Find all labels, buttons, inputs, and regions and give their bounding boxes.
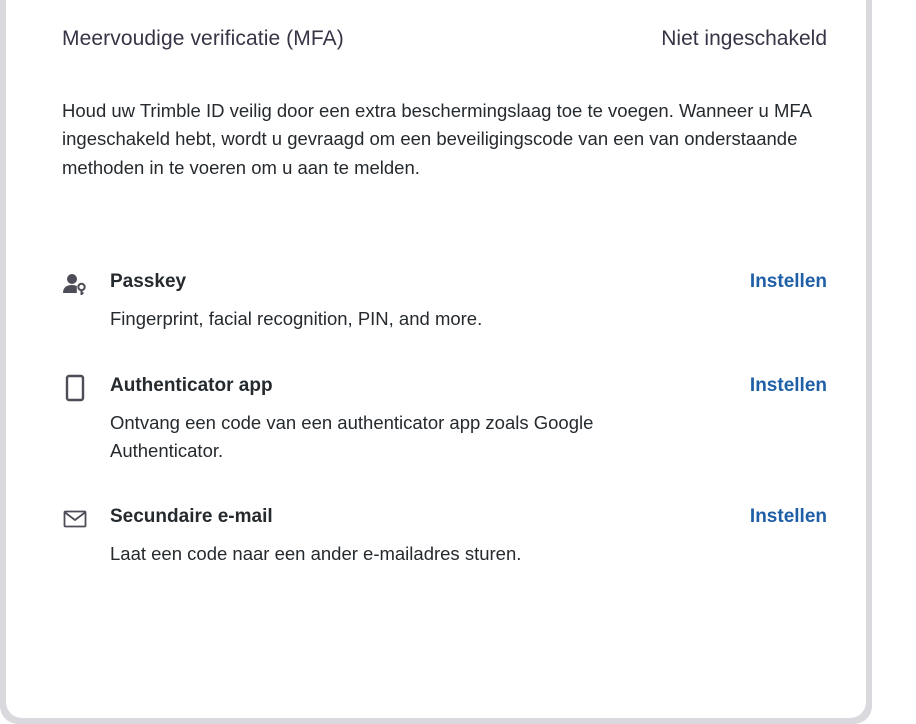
method-description: Ontvang een code van een authenticator app zoals Google Authenticator. [110,412,594,462]
mfa-status: Niet ingeschakeld [661,27,827,50]
method-title: Authenticator app [110,375,273,396]
mfa-title: Meervoudige verificatie (MFA) [62,27,344,50]
passkey-icon [62,271,88,297]
mfa-description: Houd uw Trimble ID veilig door een extra beschermingslaag toe te voegen. Wanneer u MFA ingeschakeld hebt, wordt u gevraagd om een beveiligingscode van een van onderstaande methoden in te voeren om u aan te melden. [62,100,811,178]
method-title: Secundaire e-mail [110,506,273,527]
mfa-header [62,27,827,51]
mfa-card [6,0,866,718]
setup-passkey-link[interactable]: Instellen [749,271,827,292]
setup-authenticator-link[interactable]: Instellen [749,375,827,396]
method-description: Laat een code naar een ander e-mailadres sturen. [110,543,522,564]
mail-icon [62,506,88,532]
phone-icon [62,375,88,401]
method-description: Fingerprint, facial recognition, PIN, and more. [110,308,483,329]
setup-secondary-email-link[interactable]: Instellen [749,506,827,527]
method-title: Passkey [110,271,187,292]
